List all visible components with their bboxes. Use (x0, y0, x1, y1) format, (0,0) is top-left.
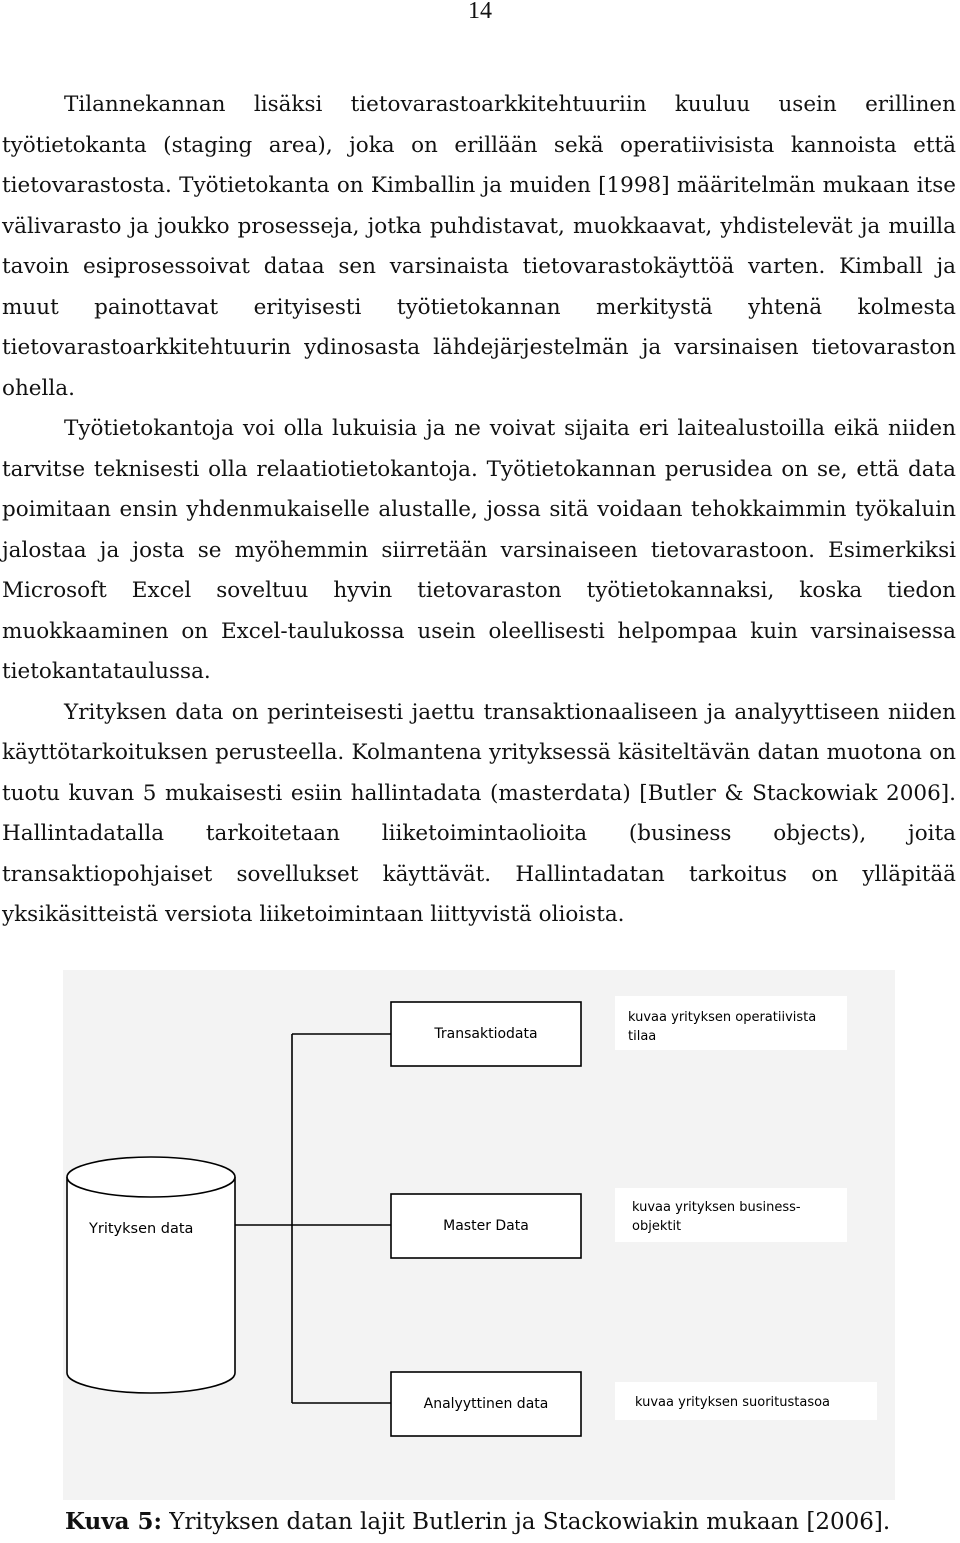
note-line: objektit (632, 1219, 682, 1234)
note-line: tilaa (628, 1029, 657, 1044)
paragraph: Tilannekannan lisäksi tietovarastoarkkitehtuuriin kuuluu usein erillinen työtietokanta (staging area), joka on erillään sekä operatiivisista kannoista että tietovarastosta. Työtietokanta on Kimballin ja muiden [1998] määritelmän mukaan itse välivarasto ja joukko prosesseja, jotka puhdistavat, muokkaavat, yhdistelevät ja muilla tavoin esiprosessoivat dataa sen varsinaista tietovarastokäyttöä varten. Kimball ja muut painottavat erityisesti työtietokannan merkitystä yhtenä kolmesta tietovarastoarkkitehtuurin ydinosasta lähdejärjestelmän ja varsinaisen tietovaraston ohella. (2, 92, 956, 401)
note-1 (615, 996, 847, 1050)
note-2 (615, 1188, 847, 1242)
figure-caption (65, 1502, 890, 1542)
node-transaktiodata (391, 1002, 581, 1066)
page-number: 14 (468, 0, 492, 24)
caption-text: Yrityksen datan lajit Butlerin ja Stackowiakin mukaan [2006]. (161, 1509, 891, 1535)
figure-data-types (63, 970, 895, 1500)
node-master-data (391, 1194, 581, 1258)
node-label: Transaktiodata (434, 1026, 538, 1042)
node-label: Master Data (443, 1218, 529, 1234)
node-label: Analyyttinen data (423, 1396, 549, 1412)
cylinder-shape (67, 1157, 235, 1393)
node-analyyttinen-data (391, 1372, 581, 1436)
note-line: kuvaa yrityksen business- (632, 1200, 801, 1215)
caption-label: Kuva 5: (65, 1508, 162, 1535)
diagram (63, 970, 895, 1500)
note-line: kuvaa yrityksen suoritustasoa (635, 1395, 831, 1410)
paragraph: Yrityksen data on perinteisesti jaettu transaktionaaliseen ja analyyttiseen niiden käyttötarkoituksen perusteella. Kolmantena yrityksessä käsiteltävän datan muotona on tuotu kuvan 5 mukaisesti esiin hallintadata (masterdata) [Butler & Stackowiak 2006]. Hallintadatalla tarkoitetaan liiketoimintaolioita (business objects), joita transaktiopohjaiset sovellukset käyttävät. Hallintadatan tarkoitus on ylläpitää yksikäsitteistä versiota liiketoimintaan liittyvistä olioista. (2, 699, 956, 927)
body-text (2, 85, 956, 936)
note-line: kuvaa yrityksen operatiivista (628, 1010, 817, 1025)
cylinder-label: Yrityksen data (89, 1221, 194, 1237)
note-3 (615, 1382, 877, 1420)
paragraph: Työtietokantoja voi olla lukuisia ja ne voivat sijaita eri laitealustoilla eikä niiden tarvitse teknisesti olla relaatiotietokantoja. Työtietokannan perusidea on se, että data poimitaan ensin yhdenmukaiselle alustalle, jossa sitä voidaan tehokkaimmin työkaluin jalostaa ja josta se myöhemmin siirretään varsinaiseen tietovarastoon. Esimerkiksi Microsoft Excel soveltuu hyvin tietovaraston työtietokannaksi, koska tiedon muokkaaminen on Excel-taulukossa usein oleellisesti helpompaa kuin varsinaisessa tietokantataulussa. (2, 416, 956, 684)
